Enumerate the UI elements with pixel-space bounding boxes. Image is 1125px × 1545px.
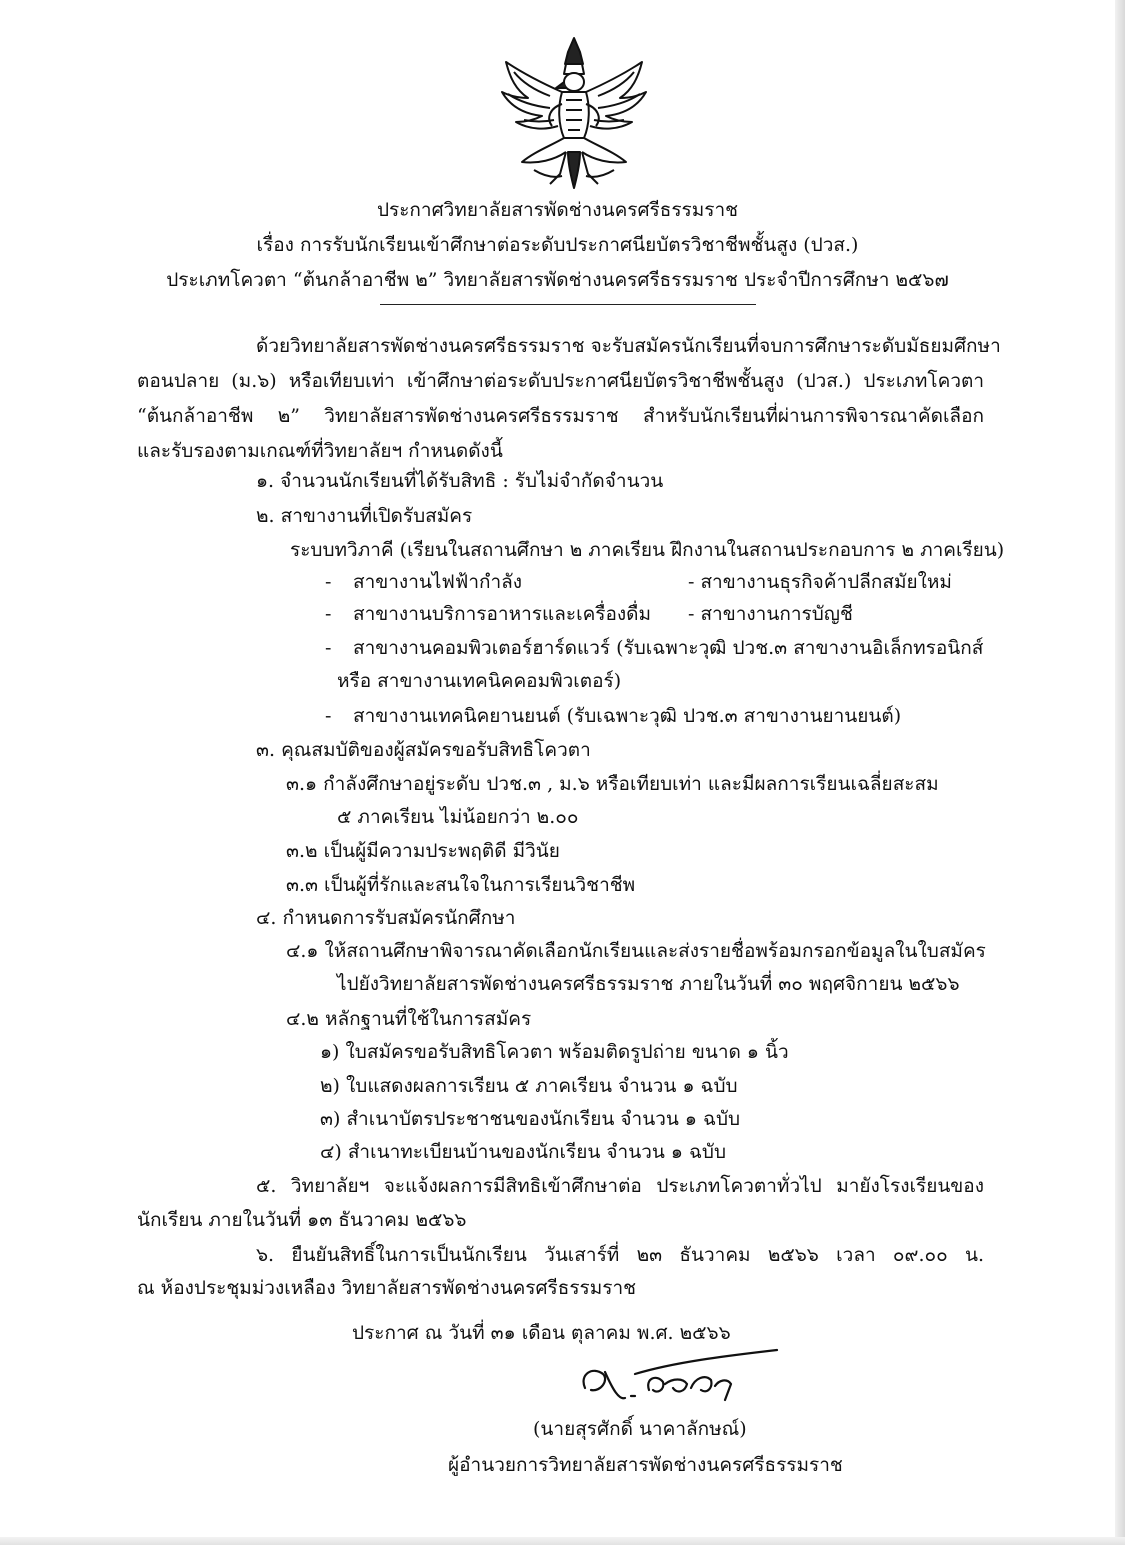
garuda-emblem-icon — [494, 34, 654, 192]
bullet-dash: - — [325, 571, 332, 593]
section-4-heading: ๔. กำหนดการรับสมัครนักศึกษา — [256, 907, 516, 929]
qualification-3-3: ๓.๓ เป็นผู้ที่รักและสนใจในการเรียนวิชาชีพ — [286, 874, 636, 896]
major-food-beverage: สาขางานบริการอาหารและเครื่องดื่ม — [353, 603, 652, 625]
announcement-date: ประกาศ ณ วันที่ ๓๑ เดือน ตุลาคม พ.ศ. ๒๕๖๖ — [352, 1322, 731, 1344]
bullet-dash: - — [325, 637, 332, 659]
major-modern-retail: - สาขางานธุรกิจค้าปลีกสมัยใหม่ — [688, 571, 952, 593]
qualification-3-1-cont: ๕ ภาคเรียน ไม่น้อยกว่า ๒.๐๐ — [337, 806, 579, 828]
announcement-title: ประกาศวิทยาลัยสารพัดช่างนครศรีธรรมราช — [376, 199, 739, 221]
qualification-3-1: ๓.๑ กำลังศึกษาอยู่ระดับ ปวช.๓ , ม.๖ หรือเทียบเท่า และมีผลการเรียนเฉลี่ยสะสม — [286, 773, 939, 795]
intro-line-3: “ต้นกล้าอาชีพ ๒” วิทยาลัยสารพัดช่างนครศรีธรรมราช สำหรับนักเรียนที่ผ่านการพิจารณาคัดเลือก — [137, 405, 984, 427]
schedule-4-1-cont: ไปยังวิทยาลัยสารพัดช่างนครศรีธรรมราช ภายในวันที่ ๓๐ พฤศจิกายน ๒๕๖๖ — [337, 973, 960, 995]
section-5-line-1: ๕. วิทยาลัยฯ จะแจ้งผลการมีสิทธิเข้าศึกษาต่อ ประเภทโควตาทั่วไป มายังโรงเรียนของ — [256, 1175, 984, 1197]
director-signature — [565, 1344, 785, 1414]
intro-line-4: และรับรองตามเกณฑ์ที่วิทยาลัยฯ กำหนดดังนี้ — [137, 440, 503, 462]
announcement-subject-line2: ประเภทโควตา “ต้นกล้าอาชีพ ๒” วิทยาลัยสารพัดช่างนครศรีธรรมราช ประจำปีการศึกษา ๒๕๖๗ — [166, 269, 949, 291]
intro-line-2: ตอนปลาย (ม.๖) หรือเทียบเท่า เข้าศึกษาต่อระดับประกาศนียบัตรวิชาชีพชั้นสูง (ปวส.) ประเภทโควตา — [137, 370, 984, 392]
required-doc-1: ๑) ใบสมัครขอรับสิทธิโควตา พร้อมติดรูปถ่าย ขนาด ๑ นิ้ว — [320, 1041, 789, 1063]
major-computer-hardware-cont: หรือ สาขางานเทคนิคคอมพิวเตอร์) — [337, 670, 622, 692]
dual-vocational-system: ระบบทวิภาคี (เรียนในสถานศึกษา ๒ ภาคเรียน ฝึกงานในสถานประกอบการ ๒ ภาคเรียน) — [290, 539, 1005, 561]
section-5-line-2: นักเรียน ภายในวันที่ ๑๓ ธันวาคม ๒๕๖๖ — [137, 1209, 467, 1231]
required-doc-4: ๔) สำเนาทะเบียนบ้านของนักเรียน จำนวน ๑ ฉบับ — [320, 1141, 727, 1163]
page-edge-shadow — [1115, 0, 1125, 1545]
intro-line-1: ด้วยวิทยาลัยสารพัดช่างนครศรีธรรมราช จะรับสมัครนักเรียนที่จบการศึกษาระดับมัธยมศึกษา — [256, 335, 1001, 357]
page-bottom-shadow — [0, 1537, 1125, 1545]
major-accounting: - สาขางานการบัญชี — [688, 603, 853, 625]
header-divider — [380, 304, 756, 305]
schedule-4-1: ๔.๑ ให้สถานศึกษาพิจารณาคัดเลือกนักเรียนและส่งรายชื่อพร้อมกรอกข้อมูลในใบสมัคร — [286, 940, 986, 962]
section-6-line-2: ณ ห้องประชุมม่วงเหลือง วิทยาลัยสารพัดช่างนครศรีธรรมราช — [137, 1277, 637, 1299]
major-electrical-power: สาขางานไฟฟ้ากำลัง — [353, 571, 523, 593]
qualification-3-2: ๓.๒ เป็นผู้มีความประพฤติดี มีวินัย — [286, 840, 560, 862]
section-2-heading: ๒. สาขางานที่เปิดรับสมัคร — [256, 505, 473, 527]
signer-position: ผู้อำนวยการวิทยาลัยสารพัดช่างนครศรีธรรมราช — [448, 1454, 843, 1476]
section-6-line-1: ๖. ยืนยันสิทธิ์ในการเป็นนักเรียน วันเสาร์ที่ ๒๓ ธันวาคม ๒๕๖๖ เวลา ๐๙.๐๐ น. — [256, 1244, 984, 1266]
signer-name: (นายสุรศักดิ์ นาคาลักษณ์) — [533, 1418, 747, 1440]
bullet-dash: - — [325, 603, 332, 625]
schedule-4-2: ๔.๒ หลักฐานที่ใช้ในการสมัคร — [286, 1008, 532, 1030]
bullet-dash: - — [325, 705, 332, 727]
major-computer-hardware: สาขางานคอมพิวเตอร์ฮาร์ดแวร์ (รับเฉพาะวุฒิ ปวช.๓ สาขางานอิเล็กทรอนิกส์ — [353, 637, 984, 659]
required-doc-2: ๒) ใบแสดงผลการเรียน ๕ ภาคเรียน จำนวน ๑ ฉบับ — [320, 1075, 738, 1097]
major-automotive: สาขางานเทคนิคยานยนต์ (รับเฉพาะวุฒิ ปวช.๓ สาขางานยานยนต์) — [353, 705, 902, 727]
required-doc-3: ๓) สำเนาบัตรประชาชนของนักเรียน จำนวน ๑ ฉบับ — [320, 1108, 741, 1130]
announcement-subject: เรื่อง การรับนักเรียนเข้าศึกษาต่อระดับประกาศนียบัตรวิชาชีพชั้นสูง (ปวส.) — [256, 234, 859, 256]
section-1-quota: ๑. จำนวนนักเรียนที่ได้รับสิทธิ : รับไม่จำกัดจำนวน — [256, 470, 664, 492]
section-3-heading: ๓. คุณสมบัติของผู้สมัครขอรับสิทธิโควตา — [256, 739, 591, 761]
